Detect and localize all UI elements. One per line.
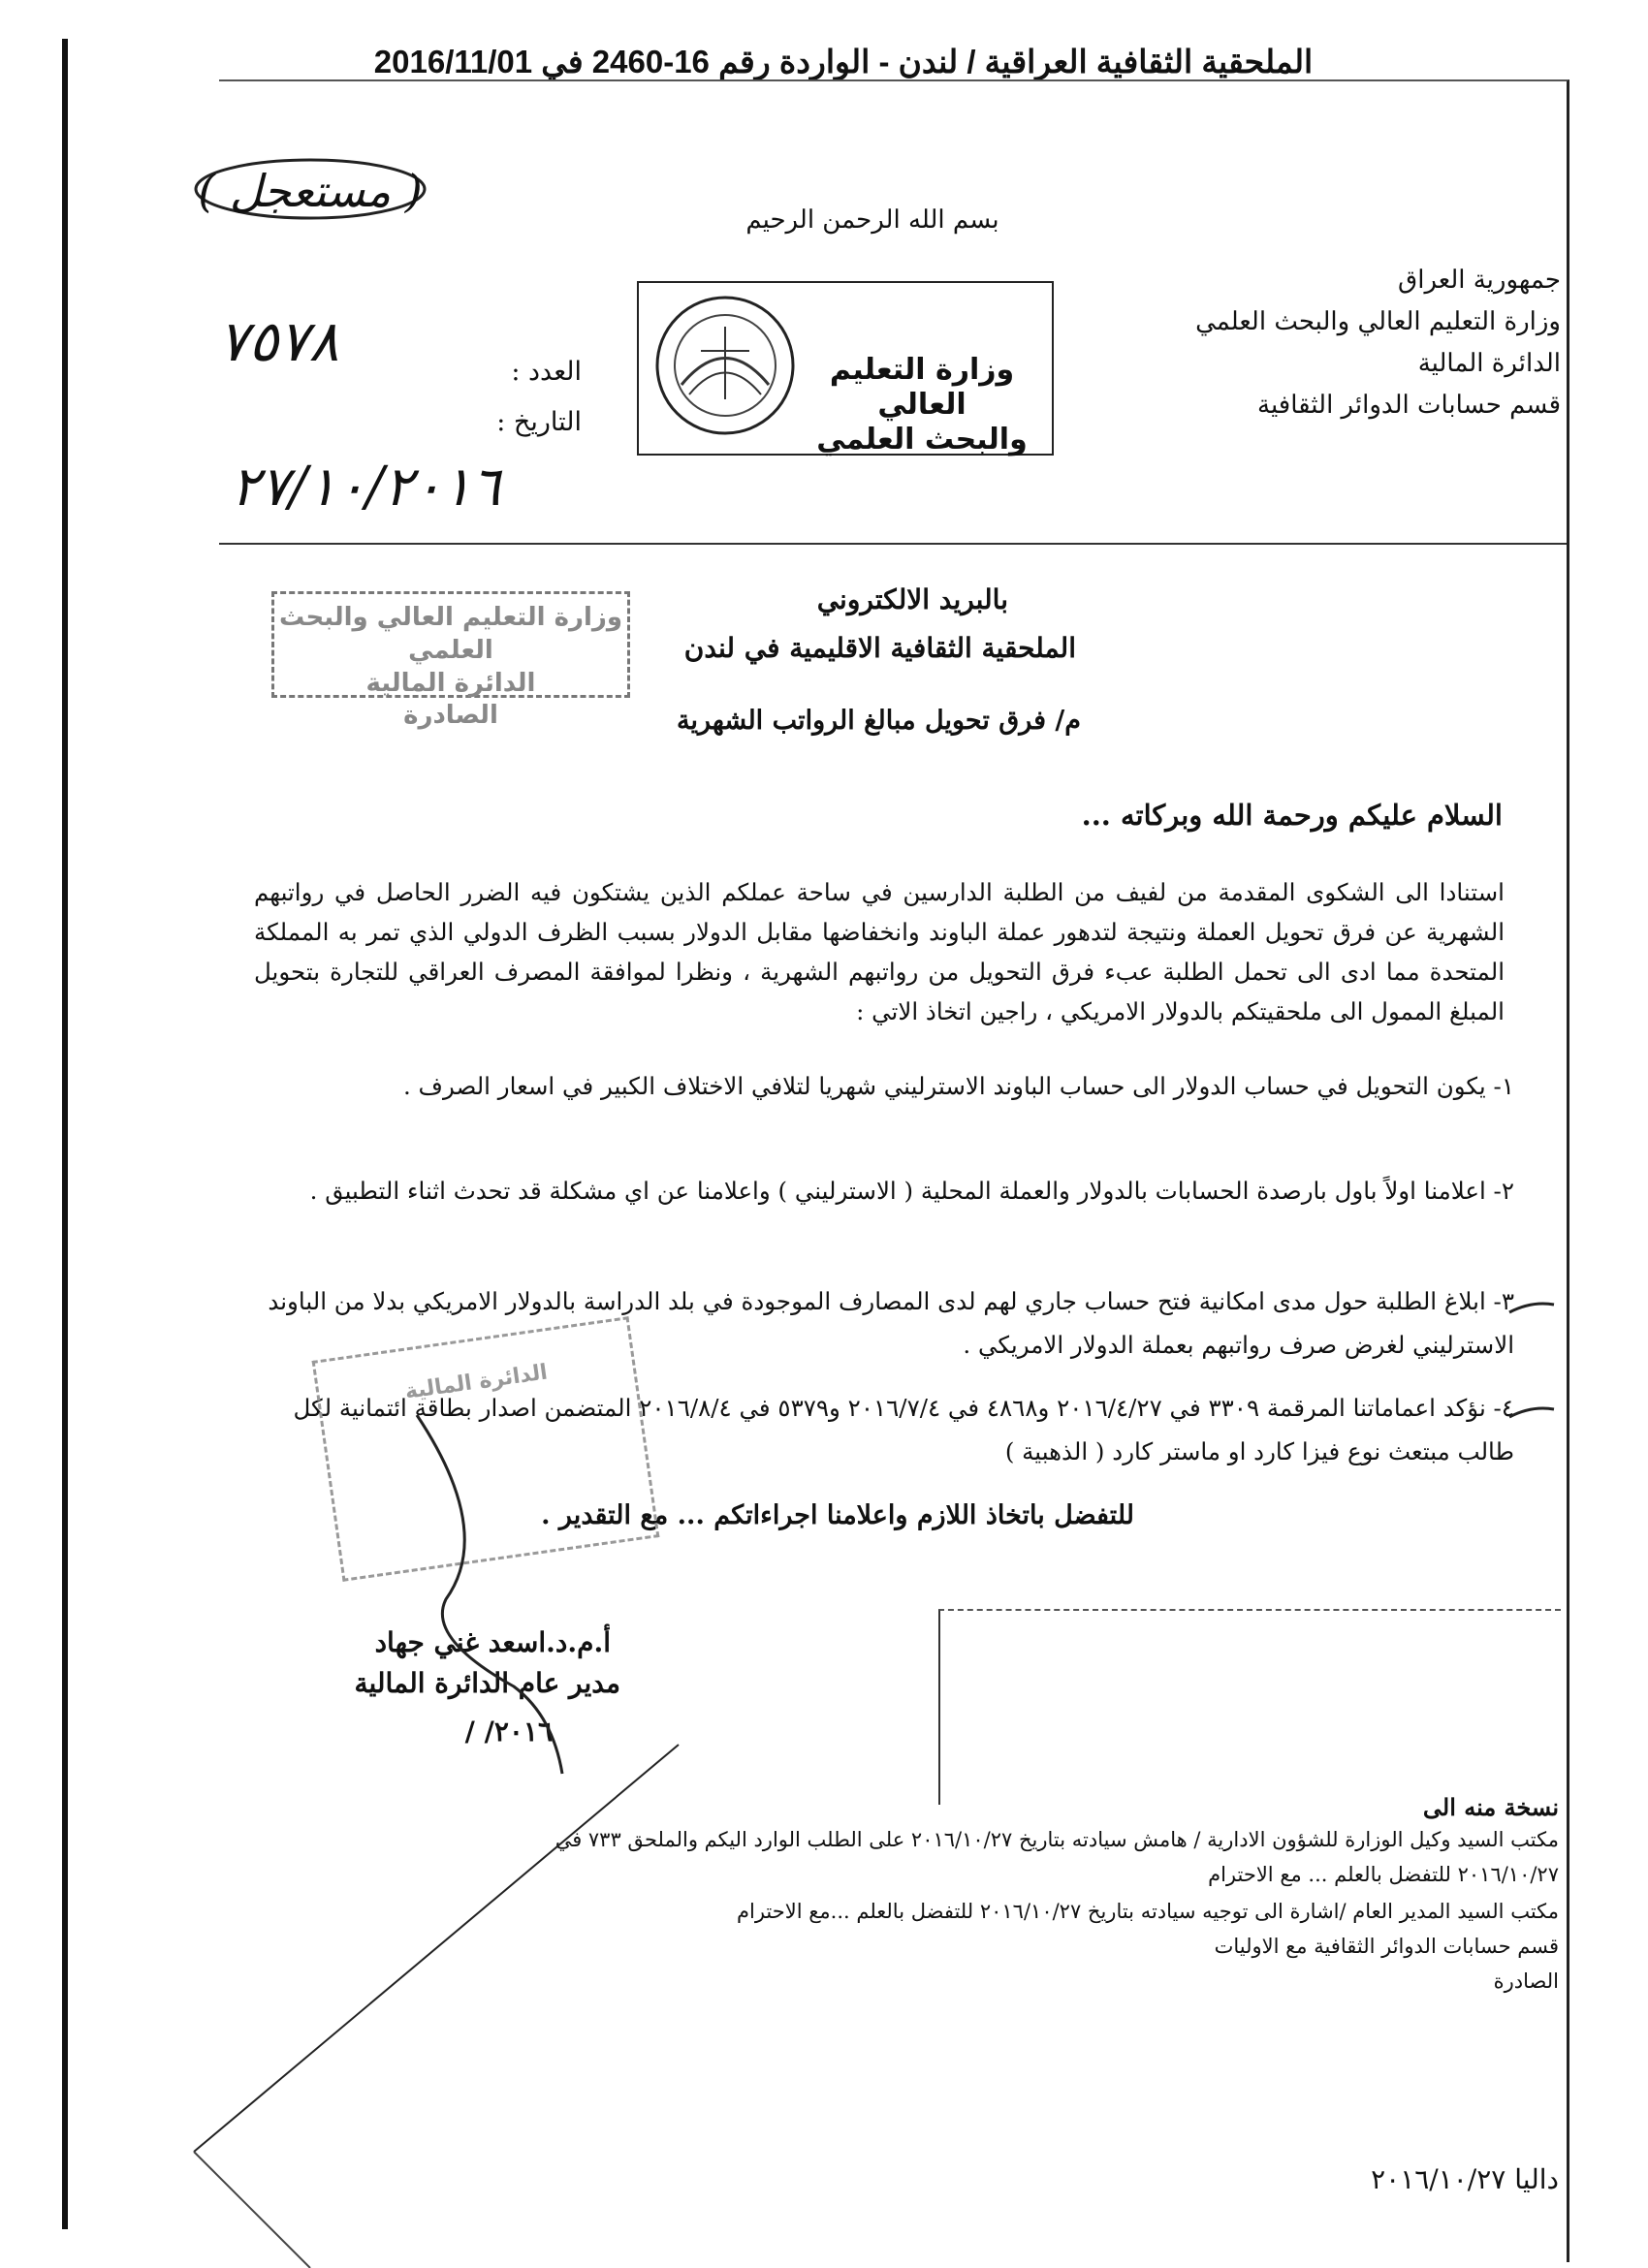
logo-line-1: وزارة التعليم العالي bbox=[829, 353, 1015, 422]
address-recipient: الملحقية الثقافية الاقليمية في لندن bbox=[683, 632, 1076, 664]
greeting: السلام عليكم ورحمة الله وبركاته ... bbox=[1081, 799, 1503, 832]
signatory-name: أ.م.د.اسعد غني جهاد bbox=[374, 1626, 611, 1658]
scan-fold-line bbox=[194, 1745, 698, 2268]
check-mark-icon bbox=[1507, 1403, 1556, 1423]
scan-left-edge bbox=[62, 39, 68, 2229]
copy-line-3: مكتب السيد المدير العام /اشارة الى توجيه سيادته بتاريخ ٢٠١٦/١٠/٢٧ للتفضل بالعلم ...مع الاحترام bbox=[737, 1900, 1559, 1923]
handnote-urgent: ( مستعجل ) bbox=[198, 165, 423, 217]
footer-initials-date: داليا ٢٠١٦/١٠/٢٧ bbox=[1371, 2163, 1559, 2195]
address-email: بالبريد الالكتروني bbox=[816, 583, 1008, 615]
reference-date-value: ٢٧/١٠/٢٠١٦ bbox=[231, 456, 501, 519]
issued-stamp-line-1: وزارة التعليم العالي والبحث العلمي bbox=[279, 603, 622, 665]
copy-line-5: الصادرة bbox=[1493, 1969, 1559, 1993]
logo-line-2: والبحث العلمي bbox=[816, 423, 1028, 457]
issued-stamp bbox=[271, 591, 630, 731]
ministry-letterhead bbox=[1173, 260, 1561, 426]
signature-scribble bbox=[407, 1396, 582, 1783]
reference-number-label: العدد : bbox=[511, 357, 582, 387]
copy-line-2: ٢٠١٦/١٠/٢٧ للتفضل بالعلم ... مع الاحترام bbox=[1208, 1863, 1559, 1886]
copies-heading: نسخة منه الى bbox=[1422, 1793, 1559, 1821]
letterhead-section: قسم حسابات الدوائر الثقافية bbox=[1257, 390, 1561, 420]
list-item-2: ٢- اعلامنا اولاً باول بارصدة الحسابات بالدولار والعملة المحلية ( الاسترليني ) واعلامنا عن اي مشكلة قد تحدث اثناء التطبيق . bbox=[309, 1177, 1514, 1205]
list-item-4: ٤- نؤكد اعماماتنا المرقمة ٣٣٠٩ في ٢٠١٦/٤/٢٧ و٤٨٦٨ في ٢٠١٦/٧/٤ و٥٣٧٩ في ٢٠١٦/٨/٤ المتضمن اصدار بطاقة ائتمانية لكل طالب مبتعث نوع فيزا كارد او ماستر كارد ( الذهبية ) bbox=[293, 1394, 1514, 1465]
overlapping-paper bbox=[938, 1609, 1561, 1805]
issued-stamp-line-2: الدائرة المالية bbox=[365, 668, 536, 698]
body-paragraph: استنادا الى الشكوى المقدمة من لفيف من الطلبة الدارسين في ساحة عملكم الذين يشتكون فيه الضرر الحاصل في رواتبهم الشهرية عن فرق تحويل العملة ونتيجة لتدهور عملة الباوند وانخفاضها مقابل الدولار بسبب الظرف الدولي الذي تمر به المملكة المتحدة مما ادى الى تحمل الطلبة عبء فرق التحويل من رواتبهم الشهرية ، ونظرا لموافقة المصرف العراقي للتجارة بتحويل المبلغ الممول الى ملحقيتكم بالدولار الامريكي ، راجين اتخاذ الاتي : bbox=[254, 878, 1505, 1025]
signatory-title: مدير عام الدائرة المالية bbox=[354, 1667, 620, 1699]
letterhead-ministry: وزارة التعليم العالي والبحث العلمي bbox=[1195, 306, 1561, 336]
reference-date-label: التاريخ : bbox=[496, 407, 582, 437]
letterhead-directorate: الدائرة المالية bbox=[1417, 348, 1561, 378]
header-divider bbox=[219, 543, 1567, 545]
list-item-3: ٣- ابلاغ الطلبة حول مدى امكانية فتح حساب جاري لهم لدى المصارف الموجودة في بلد الدراسة بالدولار الامريكي بدلا من الباوند الاسترليني لغرض صرف رواتبهم بعملة الدولار الامريكي . bbox=[268, 1287, 1514, 1359]
copy-line-4: قسم حسابات الدوائر الثقافية مع الاوليات bbox=[1214, 1935, 1559, 1958]
letter-subject: م/ فرق تحويل مبالغ الرواتب الشهرية bbox=[677, 706, 1081, 736]
logo-wordmark bbox=[806, 353, 1038, 457]
received-header-stamp: الملحقية الثقافية العراقية / لندن - الواردة رقم 16-2460 في 2016/11/01 bbox=[373, 44, 1314, 79]
bismillah: بسم الله الرحمن الرحيم bbox=[745, 205, 999, 235]
issued-stamp-line-3: الصادرة bbox=[403, 701, 498, 731]
closing-line: للتفضل باتخاذ اللازم واعلامنا اجراءاتكم ... مع التقدير . bbox=[541, 1500, 1134, 1530]
ministry-logo bbox=[637, 281, 1054, 456]
signature-date: / /٢٠١٦ bbox=[464, 1716, 553, 1748]
round-stamp: الدائرة المالية bbox=[312, 1316, 660, 1582]
reference-number-value: ٧٥٧٨ bbox=[218, 308, 339, 374]
check-mark-icon bbox=[1507, 1299, 1556, 1318]
list-item-1: ١- يكون التحويل في حساب الدولار الى حساب الباوند الاسترليني شهريا لتلافي الاختلاف الكبير في اسعار الصرف . bbox=[402, 1072, 1514, 1100]
copy-line-1: مكتب السيد وكيل الوزارة للشؤون الادارية / هامش سيادته بتاريخ ٢٠١٦/١٠/٢٧ على الطلب الوارد اليكم والملحق ٧٣٣ في bbox=[555, 1828, 1559, 1851]
letterhead-country: جمهورية العراق bbox=[1398, 266, 1561, 295]
ministry-seal-icon bbox=[652, 293, 798, 438]
